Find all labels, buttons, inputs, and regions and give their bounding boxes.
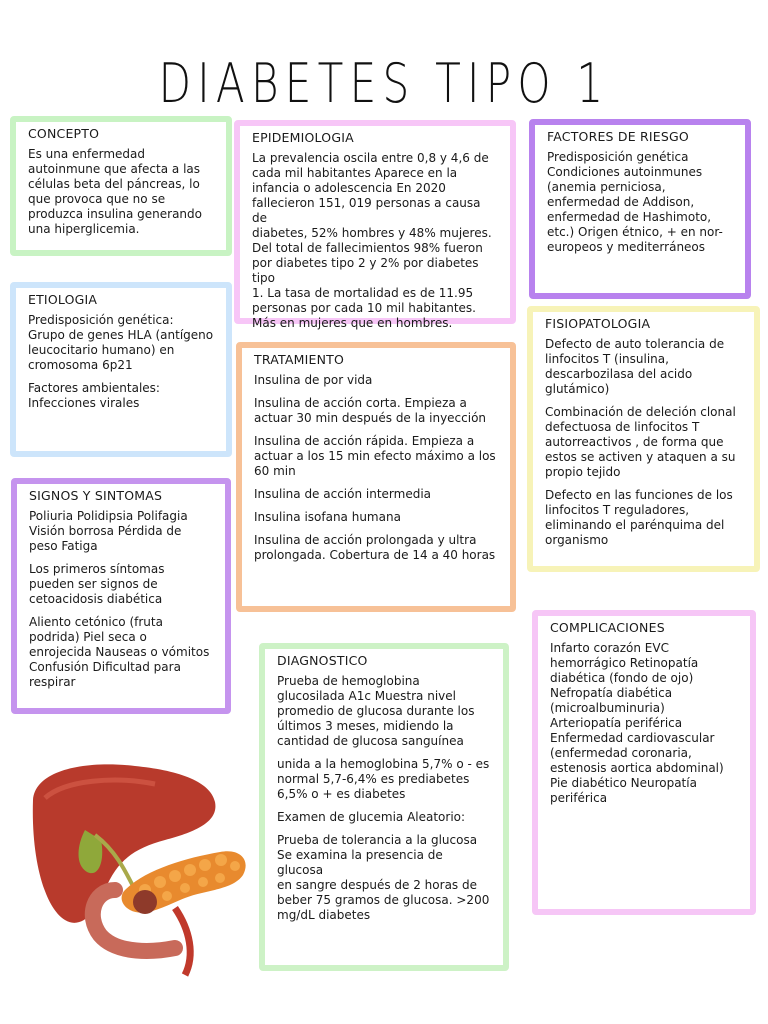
concepto-heading: CONCEPTO <box>28 126 100 141</box>
tratamiento-item: Insulina de por vida <box>254 373 373 387</box>
tratamiento-heading: TRATAMIENTO <box>254 352 345 367</box>
diagnostico-item: Prueba de tolerancia a la glucosa Se examina la presencia de glucosa en sangre después de 2 horas de beber 75 gramos de glucosa. >200 mg/dL diabetes <box>277 833 490 922</box>
signos-heading: SIGNOS Y SINTOMAS <box>29 488 163 503</box>
signos-item: Los primeros síntomas pueden ser signos de cetoacidosis diabética <box>29 562 165 606</box>
tratamiento-item: Insulina de acción intermedia <box>254 487 432 501</box>
signos-sintomas-card <box>11 478 231 714</box>
diagnostico-item: Prueba de hemoglobina glucosilada A1c Muestra nivel promedio de glucosa durante los últimos 3 meses, midiendo la cantidad de glucosa sanguínea <box>277 674 475 748</box>
signos-item: Poliuria Polidipsia Polifagia Visión borrosa Pérdida de peso Fatiga <box>29 509 188 553</box>
factores-riesgo-card <box>529 119 751 299</box>
tratamiento-item: Insulina de acción rápida. Empieza a actuar a los 15 min efecto máximo a los 60 min <box>254 434 496 478</box>
etiologia-item: Predisposición genética: Grupo de genes HLA (antígeno leucocitario humano) en cromosoma 6p21 <box>28 313 214 372</box>
liver-pancreas-illustration <box>25 740 255 980</box>
diagnostico-card <box>259 643 509 971</box>
complicaciones-text: Infarto corazón EVC hemorrágico Retinopatía diabética (fondo de ojo) Nefropatía diabética (microalbuminuria) Arteriopatía periférica Enfermedad cardiovascular (enfermedad coronaria, estenosis aortica abdominal) Pie diabético Neuropatía periférica <box>550 641 724 805</box>
diagnostico-heading: DIAGNOSTICO <box>277 653 368 668</box>
diagnostico-item: unida a la hemoglobina 5,7% o - es normal 5,7-6,4% es prediabetes 6,5% o + es diabetes <box>277 757 490 801</box>
fisiopatologia-item: Defecto de auto tolerancia de linfocitos T (insulina, descarbozilasa del acido glutámico) <box>545 337 725 396</box>
epidemiologia-heading: EPIDEMIOLOGIA <box>252 130 354 145</box>
tratamiento-item: Insulina de acción corta. Empieza a actuar 30 min después de la inyección <box>254 396 487 425</box>
signos-item: Aliento cetónico (fruta podrida) Piel seca o enrojecida Nauseas o vómitos Confusión Dificultad para respirar <box>29 615 210 689</box>
tumor-shape <box>133 890 157 914</box>
tratamiento-item: Insulina de acción prolongada y ultra prolongada. Cobertura de 14 a 40 horas <box>254 533 496 562</box>
etiologia-heading: ETIOLOGIA <box>28 292 98 307</box>
etiologia-item: Factores ambientales: Infecciones virales <box>28 381 160 410</box>
fisiopatologia-item: Combinación de deleción clonal defectuosa de linfocitos T autorreactivos , de forma que estos se activen y ataquen a su propio tejido <box>545 405 736 479</box>
tratamiento-item: Insulina isofana humana <box>254 510 401 524</box>
fisiopatologia-card <box>527 306 760 572</box>
epidemiologia-text: La prevalencia oscila entre 0,8 y 4,6 de cada mil habitantes Aparece en la infancia o adolescencia En 2020 fallecieron 151, 019 personas a causa de diabetes, 52% hombres y 48% mujeres. Del total de fallecimientos 98% fueron por diabetes tipo 2 y 2% por diabetes tipo 1. La tasa de mortalidad es de 11.95 personas por cada 10 mil habitantes. Más en mujeres que en hombres. <box>252 151 492 330</box>
complicaciones-heading: COMPLICACIONES <box>550 620 665 635</box>
page-title: DIABETES TIPO 1 <box>158 52 610 115</box>
etiologia-card <box>10 282 232 457</box>
factores-text: Predisposición genética Condiciones autoinmunes (anemia perniciosa, enfermedad de Addison, enfermedad de Hashimoto, etc.) Origen étnico, + en nor- europeos y mediterráneos <box>547 150 723 254</box>
fisiopatologia-item: Defecto en las funciones de los linfocitos T reguladores, eliminando el parénquima del organismo <box>545 488 733 547</box>
complicaciones-card <box>532 610 756 915</box>
tratamiento-card <box>236 342 516 612</box>
concepto-card <box>10 116 232 256</box>
concepto-text: Es una enfermedad autoinmune que afecta a las células beta del páncreas, lo que provoca que no se produzca insulina generando una hiperglicemia. <box>28 147 202 236</box>
diagnostico-item: Examen de glucemia Aleatorio: <box>277 810 466 824</box>
epidemiologia-card <box>234 120 516 330</box>
factores-heading: FACTORES DE RIESGO <box>547 129 689 144</box>
fisiopatologia-heading: FISIOPATOLOGIA <box>545 316 651 331</box>
